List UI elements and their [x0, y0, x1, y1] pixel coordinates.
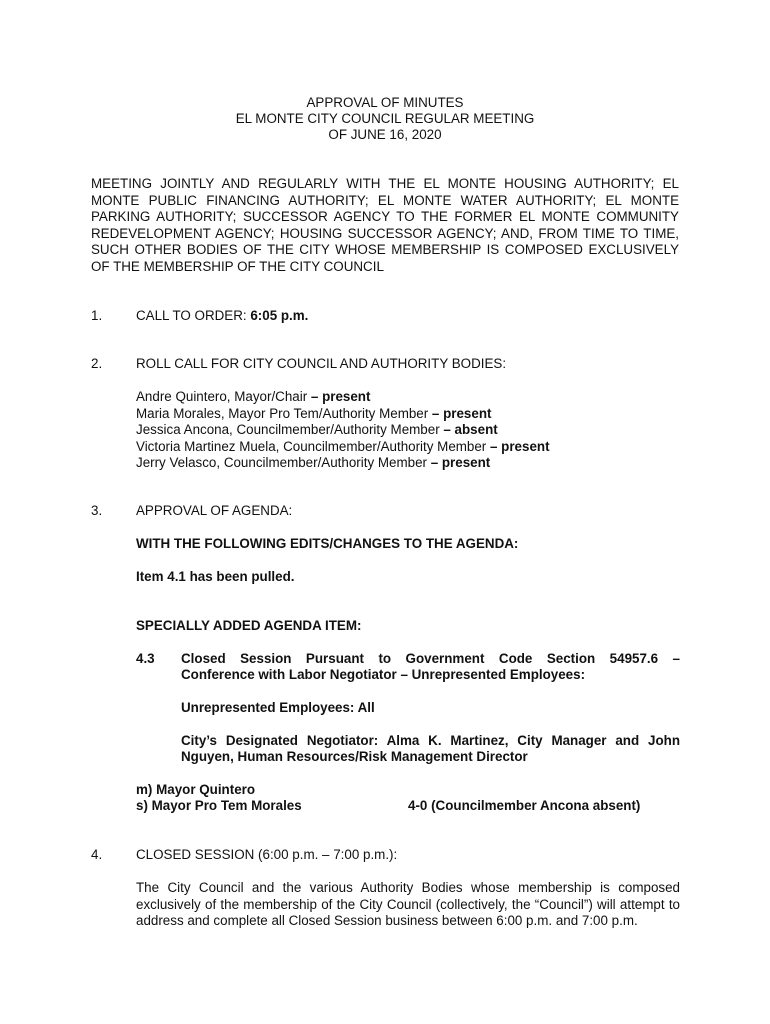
pulled-item-note: Item 4.1 has been pulled. — [136, 569, 295, 584]
item-1-label: CALL TO ORDER: — [136, 308, 251, 323]
roll-call-entry — [136, 389, 550, 406]
member-name: Jerry Velasco, Councilmember/Authority Member — [136, 455, 431, 470]
sub-item-title-line-2: Conference with Labor Negotiator – Unrepresented Employees: — [181, 667, 586, 682]
member-status: – present — [431, 405, 492, 421]
meeting-description: MEETING JOINTLY AND REGULARLY WITH THE EL MONTE HOUSING AUTHORITY; EL MONTE PUBLIC FINANCING AUTHORITY; EL MONTE WATER AUTHORITY; EL MONTE PARKING AUTHORITY; SUCCESSOR AGENCY TO THE FORMER EL MONTE COMMUNITY REDEVELOPMENT AGENCY; HOUSING SUCCESSOR AGENCY; AND, FROM TIME TO TIME, SUCH OTHER BODIES OF THE CITY WHOSE MEMBERSHIP IS COMPOSED EXCLUSIVELY OF THE MEMBERSHIP OF THE CITY COUNCIL — [91, 176, 679, 274]
member-status: – present — [430, 455, 491, 470]
item-3-label: APPROVAL OF AGENDA: — [136, 503, 293, 518]
item-1-call-to-order — [136, 308, 308, 325]
item-2-number: 2. — [91, 356, 103, 371]
member-name: Jessica Ancona, Councilmember/Authority Member — [136, 422, 444, 437]
member-name: Maria Morales, Mayor Pro Tem/Authority Member — [136, 405, 432, 421]
unrepresented-employees: Unrepresented Employees: All — [181, 700, 375, 715]
negotiator-line-1: City’s Designated Negotiator: Alma K. Martinez, City Manager and John — [181, 733, 680, 748]
roll-call-entry — [136, 455, 550, 472]
member-status: – absent — [443, 422, 498, 437]
item-1-number: 1. — [91, 308, 103, 323]
member-status: – present — [310, 389, 371, 404]
roll-call-entry — [136, 406, 550, 423]
closed-session-paragraph: The City Council and the various Authority Bodies whose membership is composed exclusively of the membership of the City Council (collectively, the “Council”) will attempt to address and complete all Closed Session business between 6:00 p.m. and 7:00 p.m. — [136, 880, 680, 928]
roll-call-entry — [136, 439, 550, 456]
header-line-1: APPROVAL OF MINUTES — [306, 95, 464, 110]
vote-result: 4-0 (Councilmember Ancona absent) — [408, 798, 641, 813]
roll-call-entry — [136, 422, 550, 439]
sub-item-number: 4.3 — [136, 651, 155, 666]
member-name: Andre Quintero, Mayor/Chair — [136, 389, 311, 404]
negotiator-line-2: Nguyen, Human Resources/Risk Management Director — [181, 749, 528, 764]
item-4-label: CLOSED SESSION (6:00 p.m. – 7:00 p.m.): — [136, 847, 398, 862]
item-2-label: ROLL CALL FOR CITY COUNCIL AND AUTHORITY BODIES: — [136, 356, 507, 371]
header-line-3: OF JUNE 16, 2020 — [328, 127, 442, 142]
item-1-time: 6:05 p.m. — [250, 308, 309, 323]
sub-item-title-line-1: Closed Session Pursuant to Government Code Section 54957.6 – — [181, 651, 680, 666]
item-3-number: 3. — [91, 503, 103, 518]
roll-call-list — [136, 389, 550, 472]
item-4-number: 4. — [91, 847, 103, 862]
member-status: – present — [490, 438, 550, 454]
header-line-2: EL MONTE CITY COUNCIL REGULAR MEETING — [235, 111, 535, 126]
member-name: Victoria Martinez Muela, Councilmember/Authority Member — [136, 438, 490, 454]
motion-by: m) Mayor Quintero — [136, 782, 256, 797]
added-item-heading: SPECIALLY ADDED AGENDA ITEM: — [136, 618, 362, 633]
seconded-by: s) Mayor Pro Tem Morales — [136, 798, 302, 813]
edits-heading: WITH THE FOLLOWING EDITS/CHANGES TO THE AGENDA: — [136, 536, 519, 551]
